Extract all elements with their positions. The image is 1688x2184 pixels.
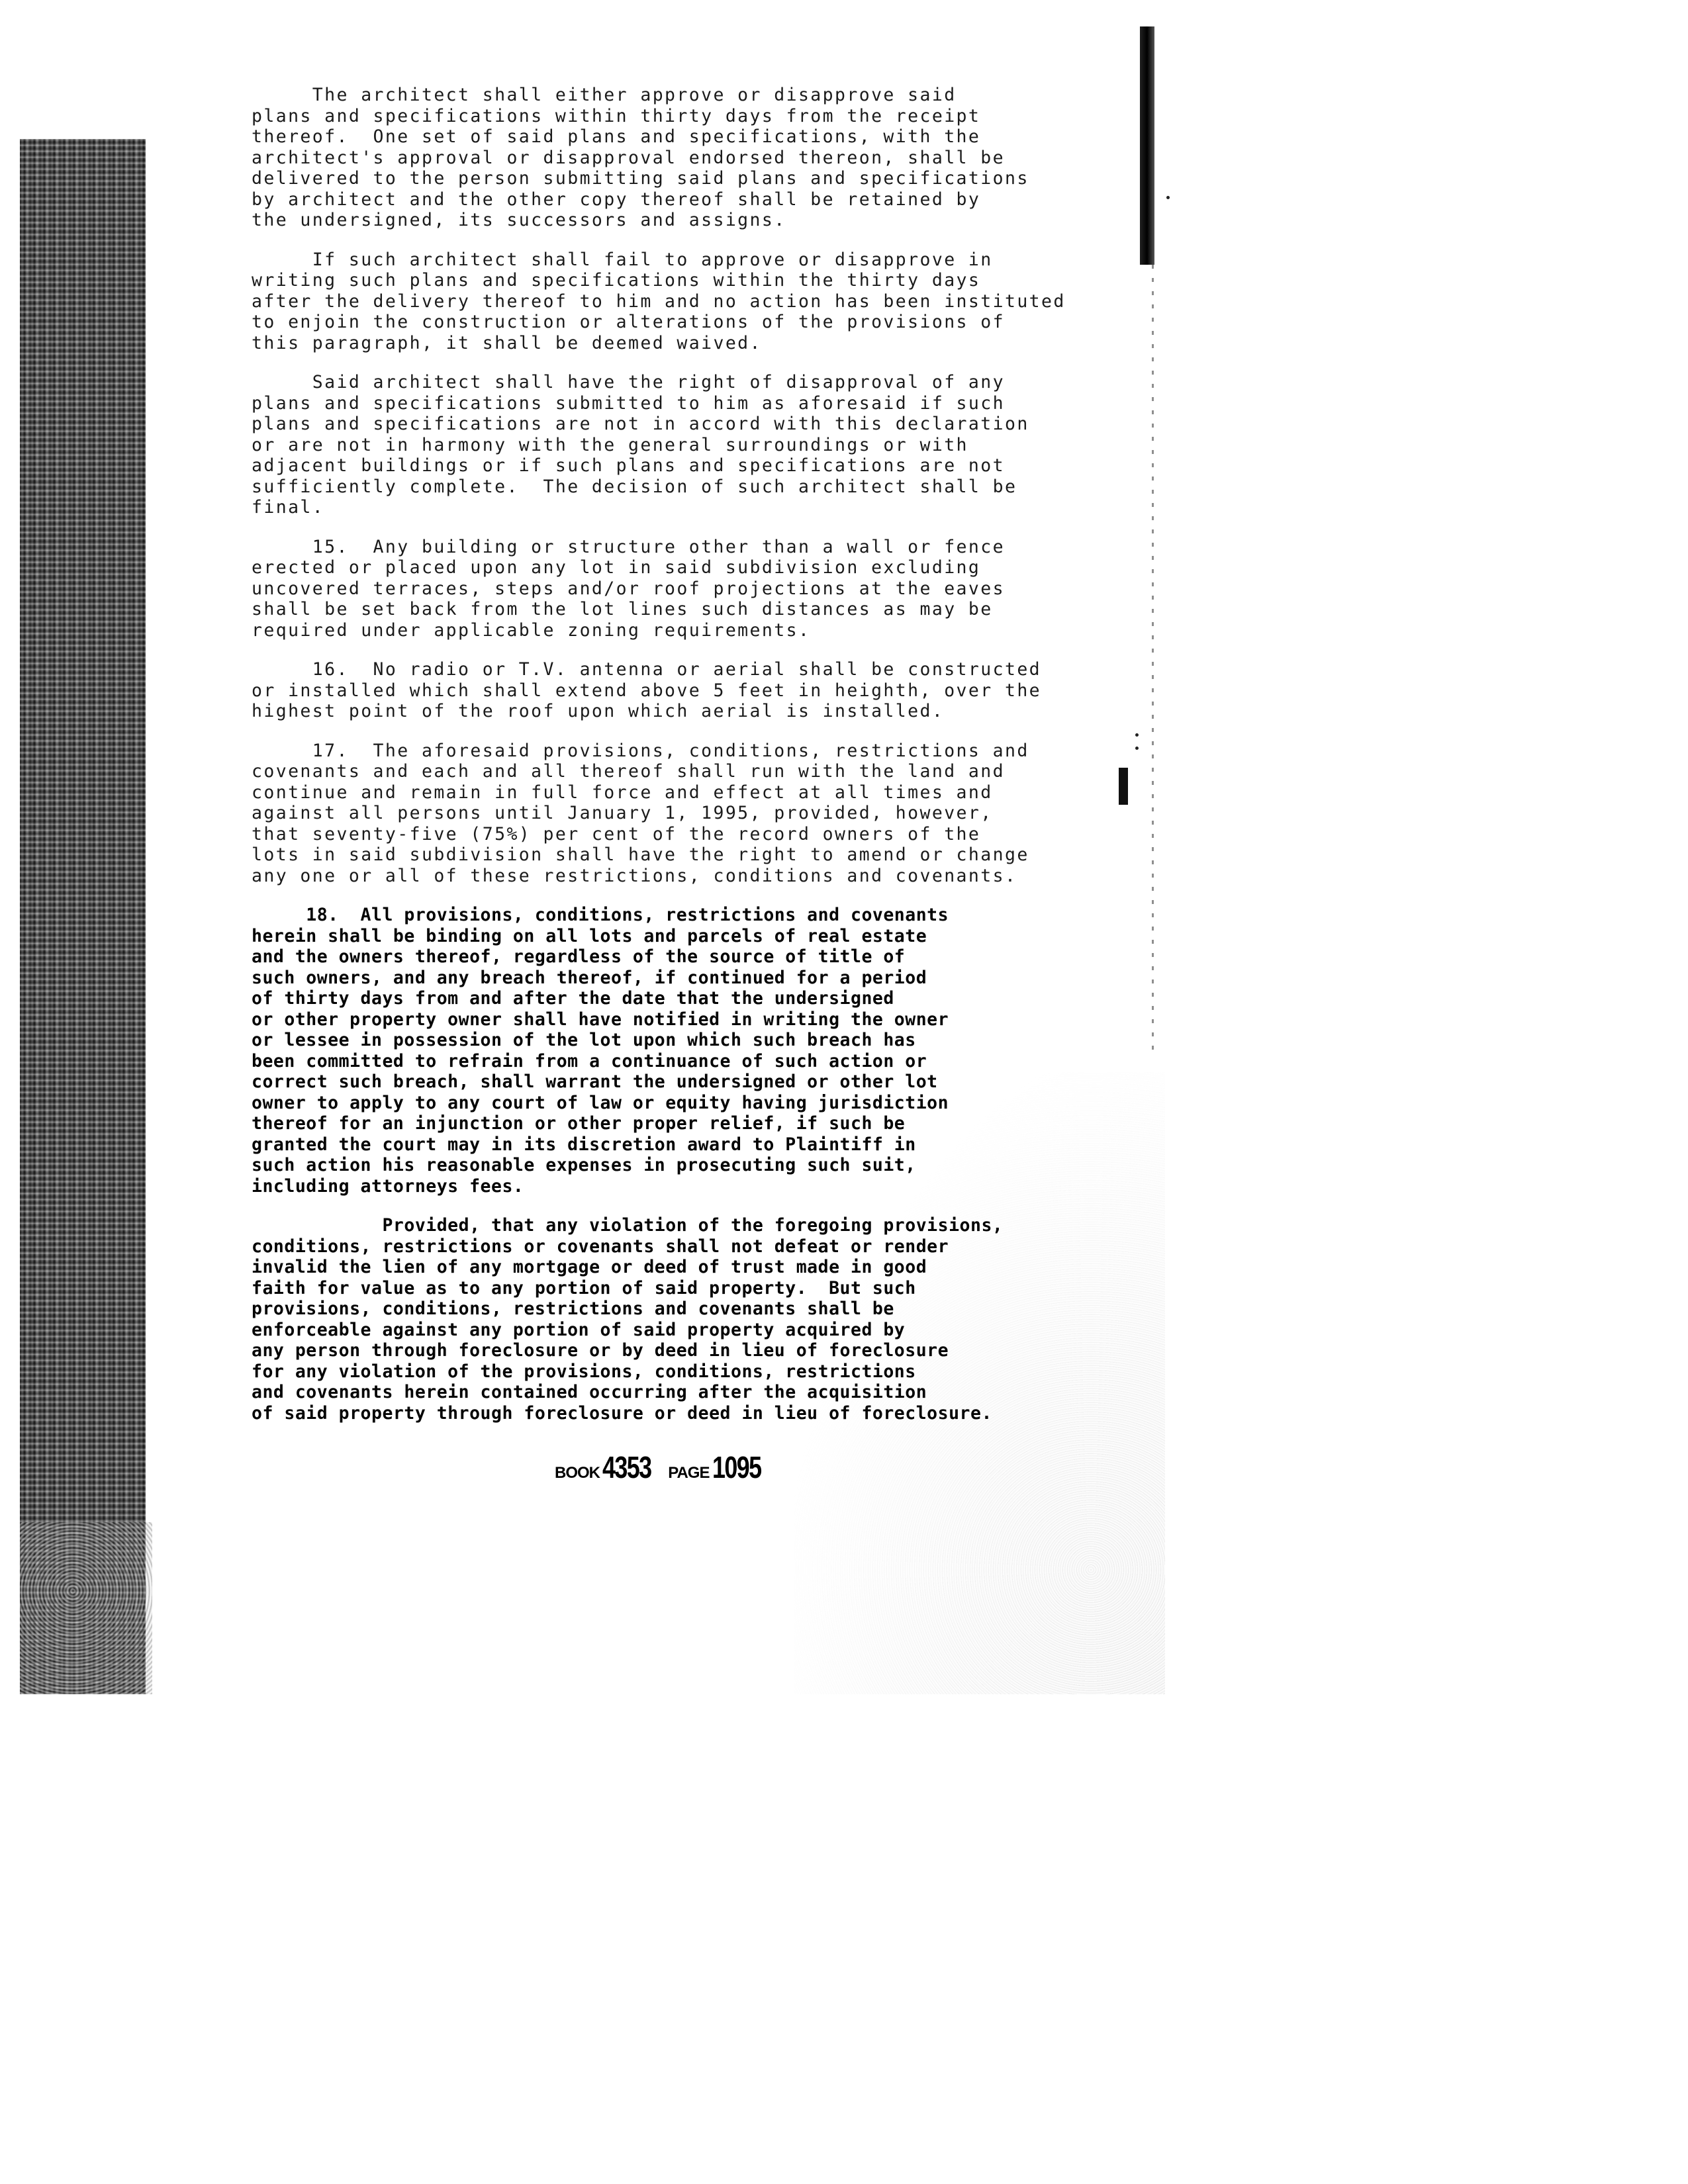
page-label: PAGE	[668, 1464, 710, 1482]
text-line: thereof for an injunction or other proper relief, if such be	[252, 1113, 906, 1134]
text-line: granted the court may in its discretion award to Plaintiff in	[252, 1134, 916, 1155]
text-line: The architect shall either approve or disapprove said	[252, 85, 957, 105]
paragraph-18-binding	[252, 905, 1112, 1197]
text-line: correct such breach, shall warrant the undersigned or other lot	[252, 1071, 938, 1092]
text-line: and covenants herein contained occurring after the acquisition	[252, 1382, 927, 1402]
paragraph-provided-mortgage	[252, 1215, 1112, 1424]
paragraph-16-antenna	[252, 659, 1112, 722]
text-line: delivered to the person submitting said plans and specifications	[252, 168, 1029, 189]
scan-right-margin-mark	[1119, 768, 1128, 805]
page-number: 1095	[712, 1450, 761, 1484]
scan-speck	[1135, 747, 1139, 750]
text-line: of thirty days from and after the date that the undersigned	[252, 988, 894, 1009]
text-line: or are not in harmony with the general surroundings or with	[252, 434, 968, 455]
text-line: any one or all of these restrictions, conditions and covenants.	[252, 865, 1017, 886]
text-line: architect's approval or disapproval endorsed thereon, shall be	[252, 147, 1005, 168]
text-line: shall be set back from the lot lines such distances as may be	[252, 599, 993, 619]
text-line: plans and specifications are not in accord with this declaration	[252, 414, 1029, 434]
text-line: owner to apply to any court of law or equity having jurisdiction	[252, 1092, 949, 1113]
text-line: Said architect shall have the right of disapproval of any	[252, 372, 1005, 392]
text-line: any person through foreclosure or by deed in lieu of foreclosure	[252, 1340, 949, 1361]
scan-speck	[1166, 196, 1170, 199]
text-line: after the delivery thereof to him and no action has been instituted	[252, 291, 1066, 312]
text-line: and the owners thereof, regardless of the source of title of	[252, 946, 906, 967]
text-line: lots in said subdivision shall have the right to amend or change	[252, 844, 1029, 865]
text-line: continue and remain in full force and effect at all times and	[252, 782, 993, 803]
text-line: or other property owner shall have notified in writing the owner	[252, 1009, 949, 1030]
paragraph-architect-failure	[252, 250, 1112, 354]
book-page-stamp	[555, 1449, 774, 1485]
text-line: 18. All provisions, conditions, restrictions and covenants	[252, 905, 949, 925]
scan-right-edge-mark	[1140, 26, 1154, 265]
text-line: provisions, conditions, restrictions and covenants shall be	[252, 1298, 894, 1319]
paragraph-15-setback	[252, 537, 1112, 641]
scan-right-edge-line	[1152, 265, 1154, 1059]
text-line: enforceable against any portion of said property acquired by	[252, 1319, 906, 1340]
text-line: Provided, that any violation of the foregoing provisions,	[252, 1215, 1004, 1236]
text-line: conditions, restrictions or covenants shall not defeat or render	[252, 1236, 949, 1257]
text-line: or installed which shall extend above 5 feet in heighth, over the	[252, 680, 1042, 701]
text-line: been committed to refrain from a continuance of such action or	[252, 1050, 927, 1071]
text-line: the undersigned, its successors and assigns.	[252, 210, 786, 230]
text-line: this paragraph, it shall be deemed waived.	[252, 332, 762, 353]
text-line: plans and specifications within thirty days from the receipt	[252, 105, 981, 126]
scan-left-edge-noise	[20, 1522, 152, 1694]
text-line: faith for value as to any portion of said property. But such	[252, 1277, 916, 1298]
text-line: uncovered terraces, steps and/or roof projections at the eaves	[252, 578, 1005, 599]
text-line: to enjoin the construction or alterations of the provisions of	[252, 312, 1005, 332]
text-line: adjacent buildings or if such plans and specifications are not	[252, 455, 1005, 476]
text-line: including attorneys fees.	[252, 1175, 524, 1197]
text-line: covenants and each and all thereof shall run with the land and	[252, 761, 1005, 782]
text-line: 16. No radio or T.V. antenna or aerial shall be constructed	[252, 659, 1042, 680]
document-body	[252, 85, 1112, 1442]
text-line: such owners, and any breach thereof, if continued for a period	[252, 967, 927, 988]
text-line: erected or placed upon any lot in said subdivision excluding	[252, 557, 981, 578]
paragraph-architect-disapproval	[252, 372, 1112, 518]
text-line: such action his reasonable expenses in prosecuting such suit,	[252, 1155, 916, 1175]
scan-speck	[1135, 733, 1139, 737]
text-line: If such architect shall fail to approve or disapprove in	[252, 249, 993, 270]
book-label: BOOK	[555, 1464, 600, 1482]
text-line: for any violation of the provisions, conditions, restrictions	[252, 1361, 916, 1382]
text-line: 17. The aforesaid provisions, conditions, restrictions and	[252, 740, 1029, 761]
paragraph-architect-approval	[252, 85, 1112, 231]
text-line: required under applicable zoning requirements.	[252, 619, 811, 641]
book-number: 4353	[602, 1450, 652, 1484]
text-line: against all persons until January 1, 1995, provided, however,	[252, 803, 993, 823]
text-line: of said property through foreclosure or deed in lieu of foreclosure.	[252, 1402, 992, 1424]
text-line: that seventy-five (75%) per cent of the record owners of the	[252, 823, 981, 844]
text-line: invalid the lien of any mortgage or deed of trust made in good	[252, 1257, 927, 1277]
text-line: 15. Any building or structure other than a wall or fence	[252, 536, 1005, 557]
text-line: writing such plans and specifications within the thirty days	[252, 270, 981, 291]
text-line: sufficiently complete. The decision of such architect shall be	[252, 476, 1017, 497]
text-line: highest point of the roof upon which aerial is installed.	[252, 701, 945, 721]
text-line: herein shall be binding on all lots and parcels of real estate	[252, 925, 927, 946]
text-line: by architect and the other copy thereof shall be retained by	[252, 189, 981, 210]
paragraph-17-duration	[252, 741, 1112, 887]
text-line: final.	[252, 497, 325, 518]
scan-left-edge-shadow	[20, 139, 146, 1694]
text-line: thereof. One set of said plans and specifications, with the	[252, 126, 981, 147]
text-line: or lessee in possession of the lot upon which such breach has	[252, 1030, 916, 1050]
text-line: plans and specifications submitted to him as aforesaid if such	[252, 392, 1005, 414]
